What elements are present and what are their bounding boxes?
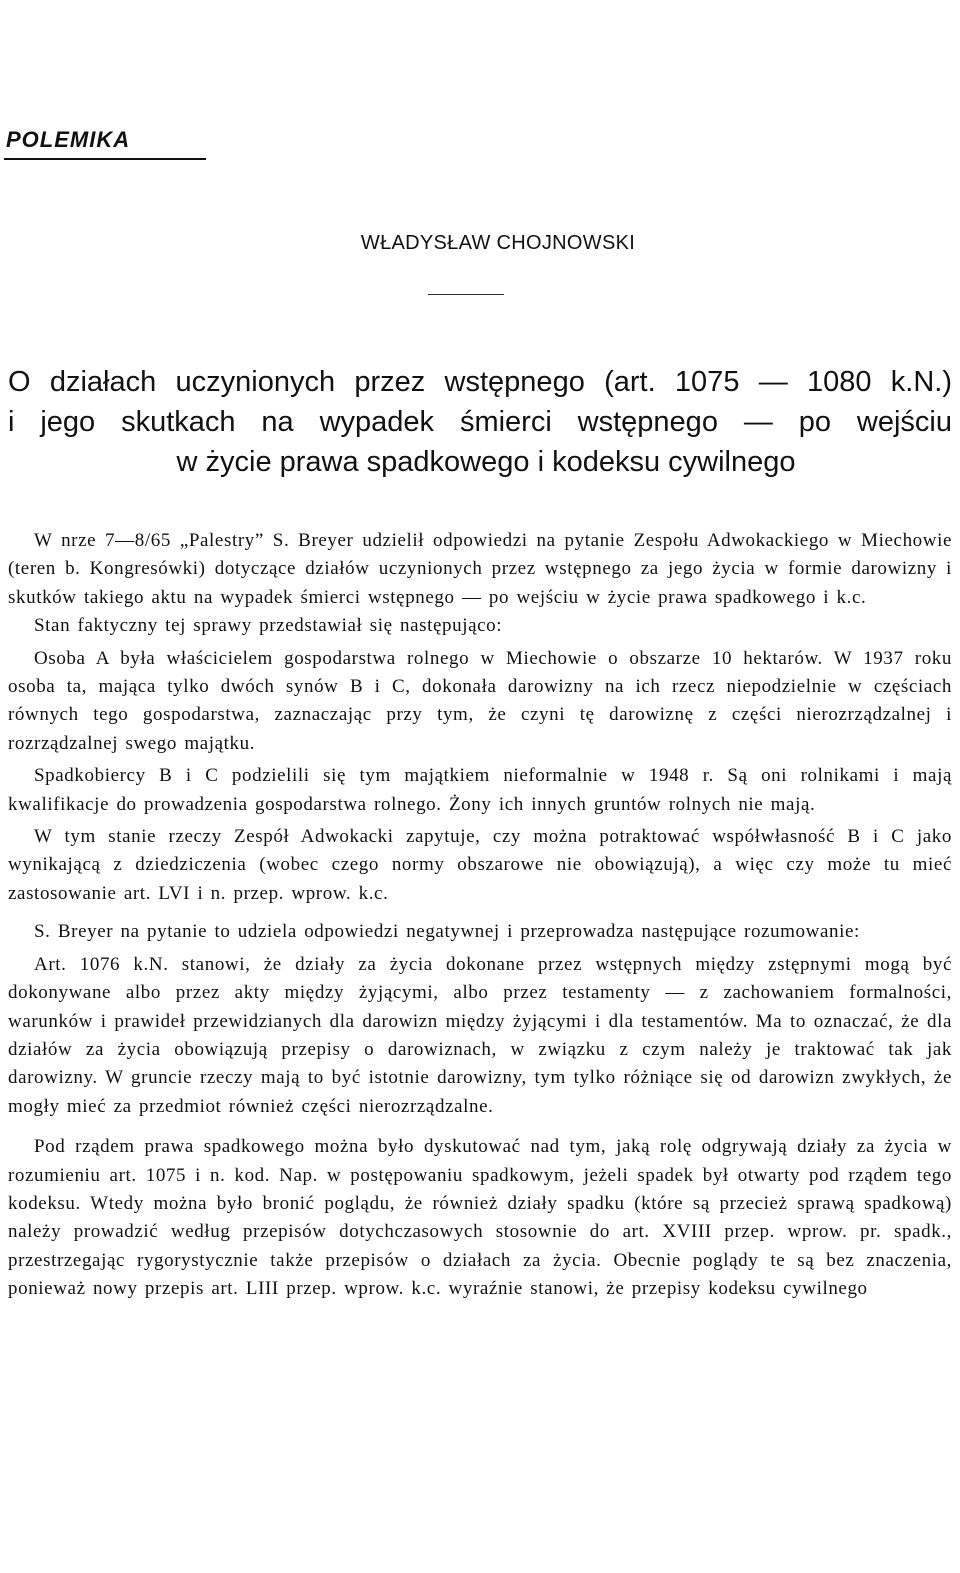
- title-line-1: O działach uczynionych przez wstępnego (art. 1075 — 1080 k.N.): [8, 366, 952, 398]
- paragraph-5: W tym stanie rzeczy Zespół Adwokacki zapytuje, czy można potraktować współwłasność B i C jako wynikającą z dziedziczenia (wobec czego normy obszarowe nie obowiązują), a więc czy może tu mieć zastosowanie art. LVI i n. przep. wprow. k.c.: [8, 826, 952, 904]
- paragraph-6: S. Breyer na pytanie to udziela odpowiedzi negatywnej i przeprowadza następujące rozumowanie:: [34, 921, 860, 943]
- author-name: WŁADYSŁAW CHOJNOWSKI: [360, 232, 636, 254]
- paragraph-8: Pod rządem prawa spadkowego można było dyskutować nad tym, jaką rolę odgrywają działy za życia w rozumieniu art. 1075 i n. kod. Nap. w postępowaniu spadkowym, jeżeli spadek był otwarty pod rządem tego kodeksu. Wtedy można było bronić poglądu, że również działy spadku (które są przecież sprawą spadkową) należy prowadzić według przepisów dotychczasowych stosownie do art. XVIII przep. wprow. pr. spadk., przestrzegając rygorystycznie także przepisów o działach za życia. Obecnie poglądy te są bez znaczenia, ponieważ nowy przepis art. LIII przep. wprow. k.c. wyraźnie stanowi, że przepisy kodeksu cywilnego: [8, 1136, 952, 1300]
- author-divider: [428, 294, 504, 295]
- paragraph-1: W nrze 7—8/65 „Palestry” S. Breyer udzielił odpowiedzi na pytanie Zespołu Adwokackiego w Miechowie (teren b. Kongresówki) dotyczące działów uczynionych przez wstępnego za jego życia w formie darowizny i skutków takiego aktu na wypadek śmierci wstępnego — po wejściu w życie prawa spadkowego i k.c.: [8, 530, 952, 608]
- paragraph-4: Spadkobiercy B i C podzielili się tym majątkiem nieformalnie w 1948 r. Są oni rolnikami i mają kwalifikacje do prowadzenia gospodarstwa rolnego. Żony ich innych gruntów rolnych nie mają.: [8, 765, 952, 815]
- article-title: [8, 362, 952, 482]
- article-body: [8, 527, 952, 1304]
- paragraph-7: Art. 1076 k.N. stanowi, że działy za życia dokonane przez wstępnych między zstępnymi mogą być dokonywane albo przez akty między żyjącymi, albo przez testamenty — z zachowaniem formalności, warunków i prawideł przewidzianych dla darowizn między żyjącymi i dla testamentów. Ma to oznaczać, że dla działów za życia obowiązują przepisy o darowiznach, w związku z czym należy je traktować tak jak darowizny. W gruncie rzeczy mają to być istotnie darowizny, tym tylko różniące się od darowizn zwykłych, że mogły mieć za przedmiot również części nierozrządzalne.: [8, 953, 952, 1117]
- section-underline: [4, 158, 206, 160]
- title-line-2: i jego skutkach na wypadek śmierci wstępnego — po wejściu: [8, 406, 952, 438]
- paragraph-2: Stan faktyczny tej sprawy przedstawiał się następująco:: [34, 615, 503, 637]
- title-line-3: w życie prawa spadkowego i kodeksu cywilnego: [176, 446, 796, 478]
- paragraph-3: Osoba A była właścicielem gospodarstwa rolnego w Miechowie o obszarze 10 hektarów. W 1937 roku osoba ta, mająca tylko dwóch synów B i C, dokonała darowizny na ich rzecz niepodzielnie w częściach równych tego gospodarstwa, zaznaczając przy tym, że czyni tę darowiznę z części nierozrządzalnej i rozrządzalnej swego majątku.: [8, 647, 952, 754]
- section-label: POLEMIKA: [6, 127, 131, 152]
